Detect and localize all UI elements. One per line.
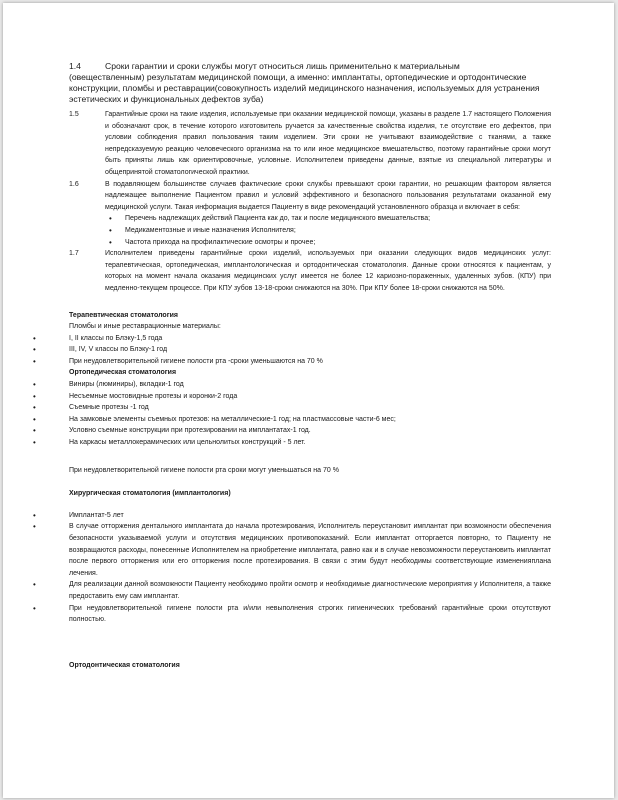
orthopedic-list (33, 379, 551, 449)
bullet-icon: • (33, 426, 36, 436)
section-1-6 (69, 179, 551, 249)
list-item: • Частота прихода на профилактические осмотры и прочее; (109, 237, 316, 247)
bullet-icon: • (33, 414, 36, 424)
document-content (33, 61, 551, 671)
bullet-icon: • (109, 237, 112, 247)
list-item: • На замковые элементы съемных протезов: на металлические-1 год; на пластмассовые части-6 мес; (33, 414, 396, 424)
section-1-5 (69, 109, 551, 179)
section-1-4-continuation: (овеществленным) результатам медицинской помощи, а именно: имплантаты, ортопедические и ортодонтические конструкции, пломбы и реставрации(совокупность изделий медицинского назначения, используемых для устранения эстетических и функциональных дефектов зуба) (69, 72, 540, 104)
list-item: • III, IV, V классы по Блэку-1 год (33, 345, 168, 355)
surgery-heading: Хирургическая стоматология (имплантология) (69, 490, 231, 498)
bullet-icon: • (33, 391, 36, 401)
bullet-icon: • (33, 510, 36, 520)
bullet-icon: • (33, 333, 36, 343)
list-item: • Съемные протезы -1 год (33, 403, 149, 413)
bullet-icon: • (33, 356, 36, 366)
list-item: • При неудовлетворительной гигиене полости рта -сроки уменьшаются на 70 % (33, 356, 323, 366)
list-item: • В случае отторжения дентального имплантата до начала протезирования, Исполнитель переустановит имплантат при возможности обеспечения безопасности указываемой услуги и отсутствия медицинских противопоказаний. Если имплантат отторгается повторно, то Пациенту не возвращаются расходы, понесенные Исполнителем на приобретение имплантата, равно как и в случае невозможности переустановить имплантат после первого отторжения или его отторжения после протезирования. В связи с этим будут необходимы соответствующие измененияплана лечения. (33, 522, 551, 577)
bullet-icon: • (33, 345, 36, 355)
list-item: • При неудовлетворительной гигиене полости рта и/или невыполнения строгих гигиенических требований гарантийные сроки отсутствуют полностью. (33, 603, 551, 624)
list-item: • Имплантат-5 лет (33, 510, 124, 520)
therapy-list (33, 333, 551, 368)
document-page (3, 3, 614, 798)
list-item: • Перечень надлежащих действий Пациента как до, так и после медицинского вмешательства; (109, 214, 431, 224)
bullet-icon: • (33, 522, 36, 532)
section-number: 1.5 (69, 111, 79, 118)
bullet-icon: • (33, 380, 36, 390)
bullet-icon: • (109, 225, 112, 235)
orthodontic-heading: Ортодонтическая стоматология (69, 661, 180, 669)
section-number: 1.6 (69, 180, 79, 188)
section-text: Гарантийные сроки на такие изделия, используемые при оказании медицинской помощи, указаны в разделе 1.7 настоящего Положения и обозначают срок, в течение которого изготовитель ручается за качественные свойства изделия, т.е отсутствие его дефектов, при условии соблюдения правил пользования таким изделием. Эти сроки не учитывают взаимодействие с тканями, а также непредсказуемую реакцию человеческого организма на то или иное медицинское вмешательство, поэтому гарантийные сроки могут быть приняты лишь как ориентировочные, условные. Исполнителем приведены данные, взятые из специальной литературы и общепринятой стоматологической практики. (105, 111, 551, 176)
therapy-subheading: Пломбы и иные реставрационные материалы: (69, 323, 221, 331)
section-text: В подавляющем большинстве случаев фактические сроки службы превышают сроки гарантии, но решающим фактором является надлежащее выполнение Пациентом правил и условий эффективного и безопасного пользования результатами оказанной ему медицинской услуги. Такая информация выдается Пациенту в виде рекомендаций установленного образца и включает в себя: (105, 180, 551, 211)
orthopedic-heading: Ортопедическая стоматология (69, 369, 177, 377)
surgery-list (33, 510, 551, 626)
section-1-4 (69, 61, 551, 72)
bullet-icon: • (33, 438, 36, 448)
list-item: • Для реализации данной возможности Пациенту необходимо пройти осмотр и необходимые диагностические мероприятия у Исполнителя, а также предоставить ему сам имплантат. (33, 580, 551, 600)
list-item: • На каркасы металлокерамических или цельнолитых конструкций - 5 лет. (33, 438, 306, 448)
hygiene-note: При неудовлетворительной гигиене полости рта сроки могут уменьшаться на 70 % (69, 466, 339, 474)
list-item: • Условно съемные конструкции при протезировании на имплантатах-1 год. (33, 426, 311, 436)
section-1-7 (69, 248, 551, 294)
list-item: • I, II классы по Блэку-1,5 года (33, 333, 163, 343)
section-number: 1.4 (69, 61, 81, 71)
bullet-icon: • (33, 403, 36, 413)
section-text: Исполнителем приведены гарантийные сроки изделий, используемых при оказании следующих видов медицинских услуг: терапевтическая, ортопедическая, имплантологическая и ортодонтическая стоматология. Данные сроки относятся к пациентам, у которых на момент начала оказания медицинских услуг имеется не более 12 кариозно-пораженных, удаленных зубов. (КПУ) при медленно-текущем процессе. При КПУ зубов 13-18-сроки снижаются на 30%. При КПУ более 18-сроки снижаются на 50%. (105, 250, 551, 292)
therapy-heading: Терапевтическая стоматология (69, 311, 178, 319)
list-item: • Виниры (люминиры), вкладки-1 год (33, 380, 184, 390)
list-item: • Медикаментозные и иные назначения Исполнителя; (109, 225, 296, 235)
recommendations-list (105, 213, 551, 248)
section-number: 1.7 (69, 250, 79, 258)
bullet-icon: • (33, 580, 36, 590)
list-item: • Несъемные мостовидные протезы и коронки-2 года (33, 391, 238, 401)
section-text: Сроки гарантии и сроки службы могут относиться лишь применительно к материальным (105, 61, 460, 71)
bullet-icon: • (109, 214, 112, 224)
bullet-icon: • (33, 603, 36, 613)
